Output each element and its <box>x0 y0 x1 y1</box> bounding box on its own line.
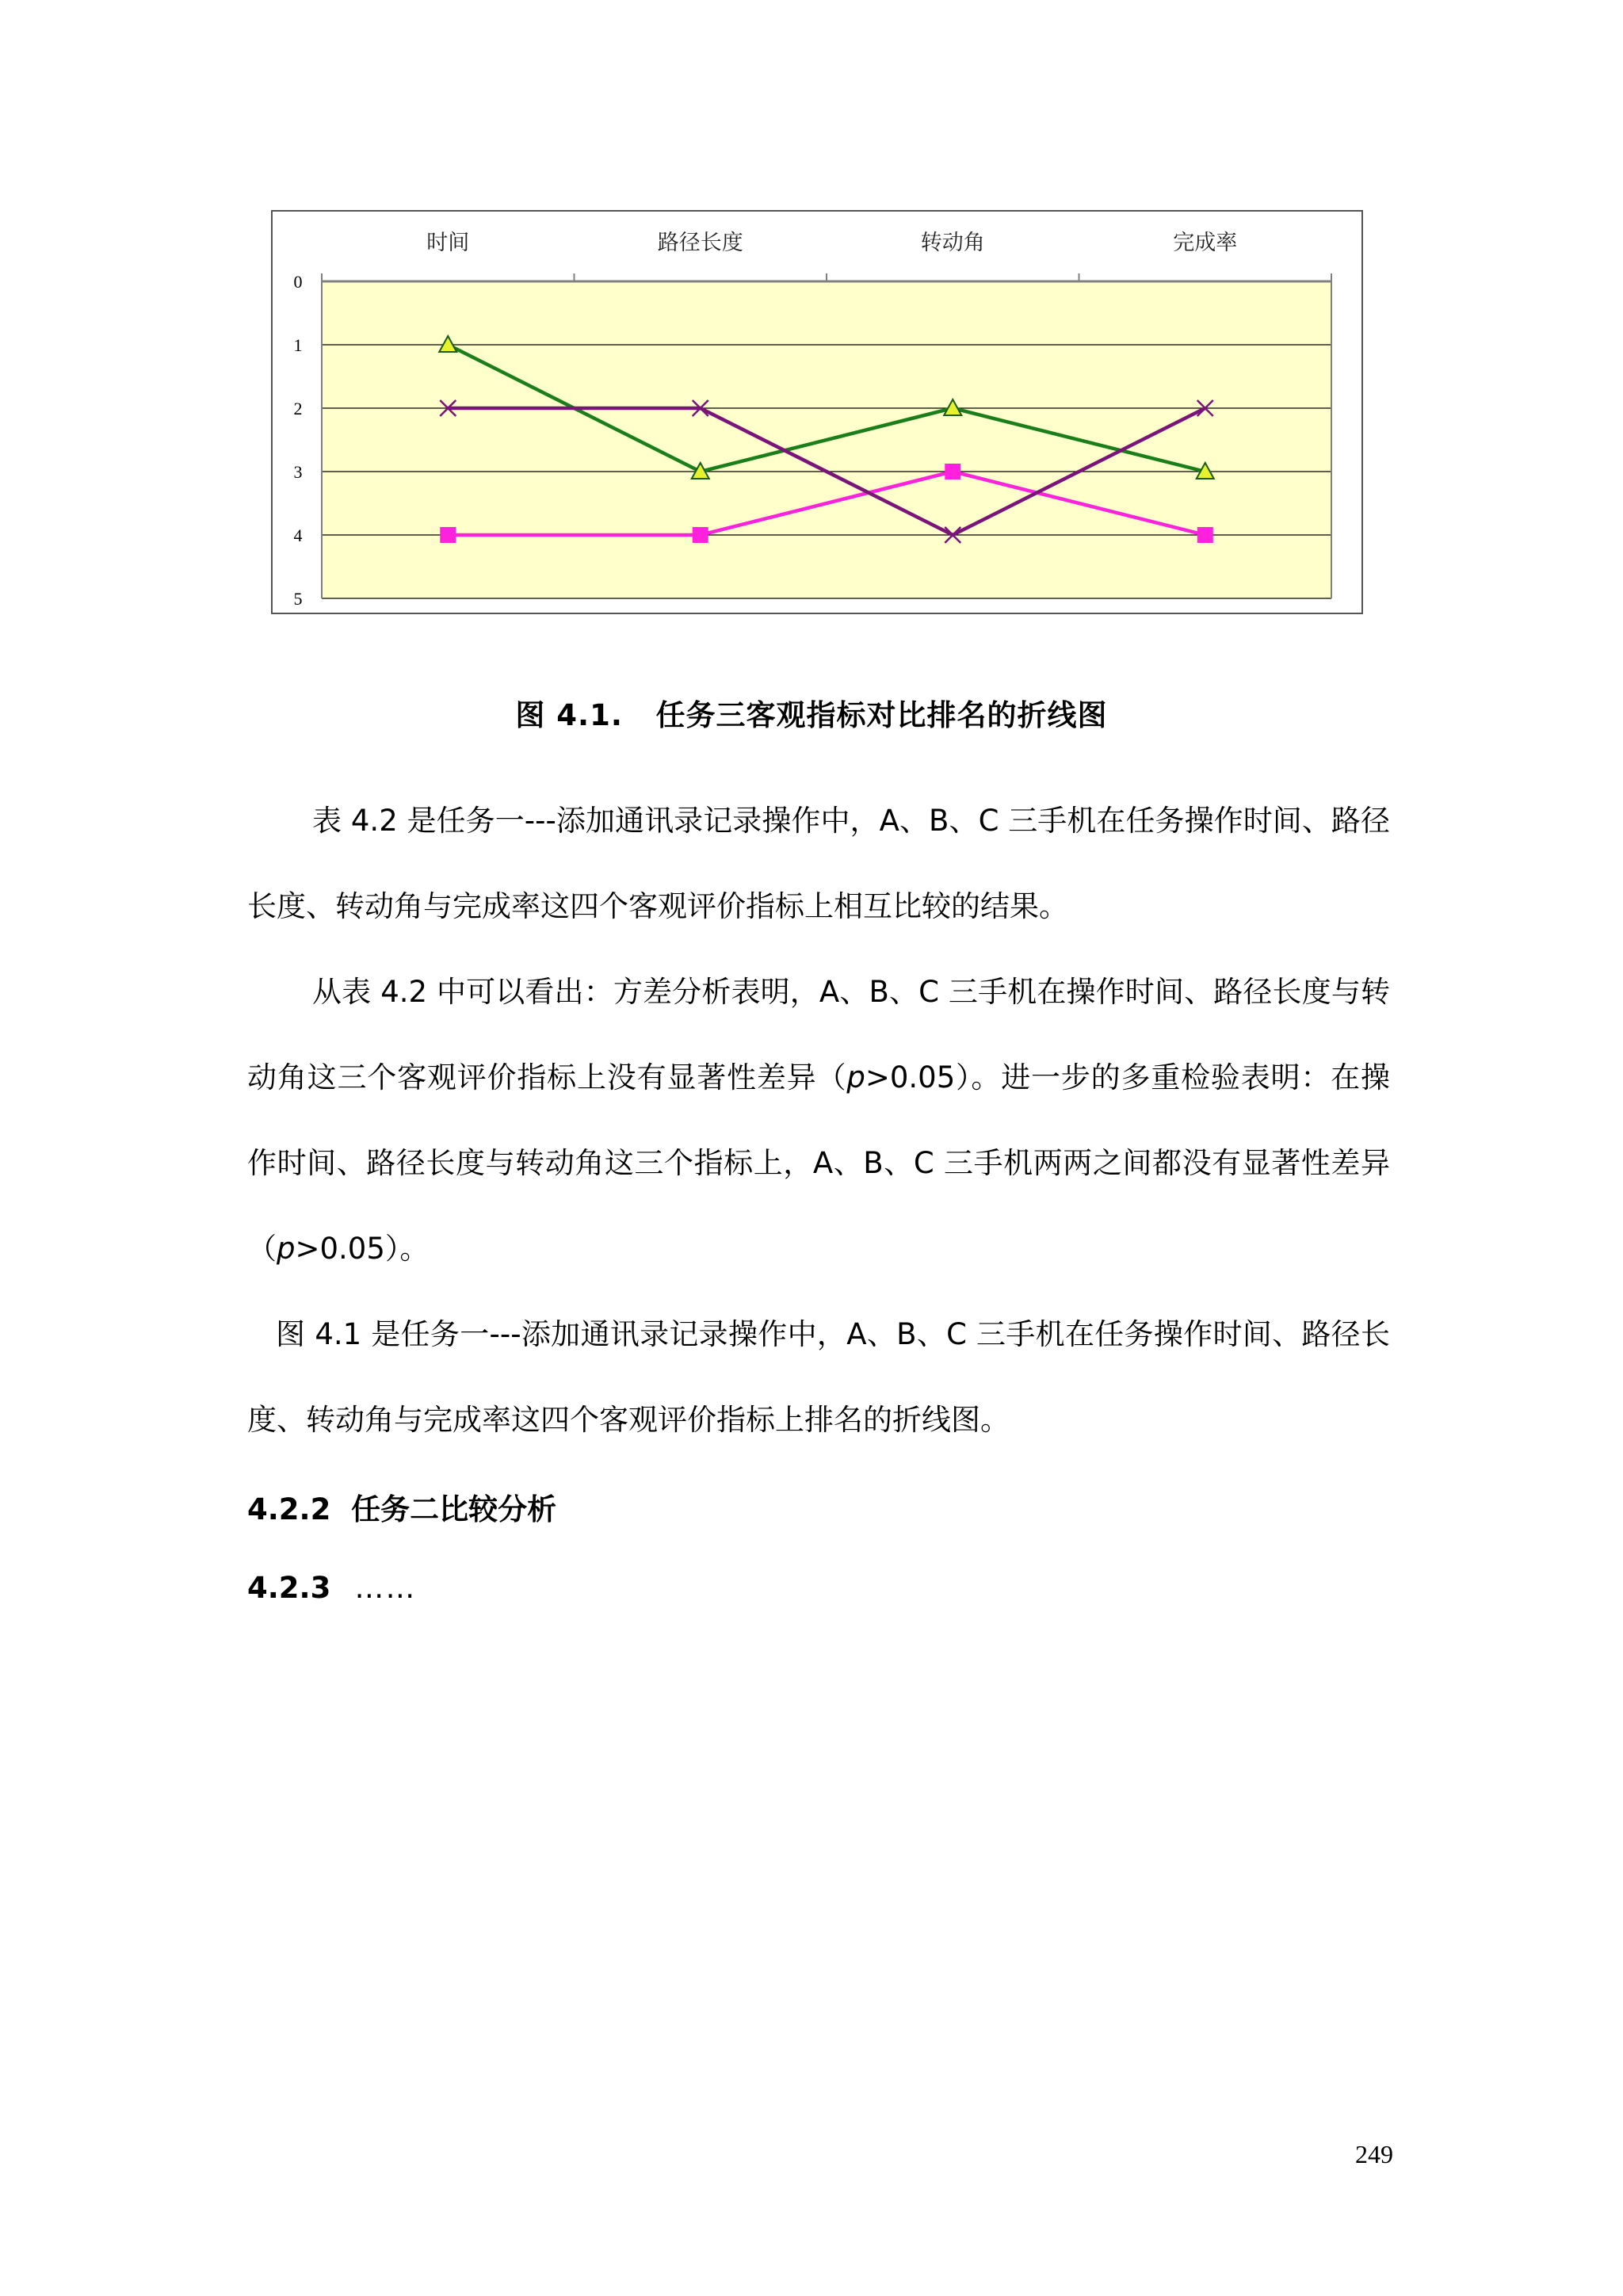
x-tick-label: 完成率 <box>1173 231 1238 255</box>
data-point-B <box>1197 527 1213 543</box>
section-number: 4.2.2 <box>247 1492 331 1526</box>
x-tick-label: 转动角 <box>920 231 985 255</box>
y-tick-label: 4 <box>293 525 303 545</box>
analysis-text-3: >0.05）。 <box>295 1232 430 1266</box>
x-tick-label: 时间 <box>426 231 470 255</box>
p-value-symbol-1: p <box>846 1060 865 1095</box>
section-title-ellipsis: …… <box>354 1571 417 1605</box>
analysis-text-1: 从表 4.2 中可以看出：方差分析表明，A、B、C 三手机在操作时间、路径长度与转动角这三个客观评价指标上没有显著性差异（ <box>247 975 1390 1095</box>
paragraph-analysis <box>247 949 1390 1292</box>
y-tick-label: 2 <box>293 399 303 418</box>
section-heading-4-2-2 <box>247 1485 556 1528</box>
line-chart <box>271 210 1363 614</box>
y-tick-label: 1 <box>293 335 303 355</box>
y-tick-label: 5 <box>293 589 303 609</box>
data-point-B <box>440 527 456 543</box>
paragraph-table-description: 表 4.2 是任务一---添加通讯录记录操作中，A、B、C 三手机在任务操作时间、路径长度、转动角与完成率这四个客观评价指标上相互比较的结果。 <box>247 804 1390 923</box>
chart-svg <box>273 212 1361 613</box>
figure-label: 图 4.1. <box>515 698 623 732</box>
paragraph-figure-description: 图 4.1 是任务一---添加通讯录记录操作中，A、B、C 三手机在任务操作时间、路径长度、转动角与完成率这四个客观评价指标上排名的折线图。 <box>247 1317 1390 1437</box>
section-title: 任务二比较分析 <box>351 1492 557 1526</box>
y-tick-label: 3 <box>293 462 303 482</box>
page-number: 249 <box>1355 2140 1393 2168</box>
data-point-B <box>945 464 960 479</box>
x-tick-label: 路径长度 <box>657 231 743 255</box>
section-heading-4-2-3 <box>247 1571 416 1605</box>
p-value-symbol-2: p <box>277 1232 296 1266</box>
y-tick-label: 0 <box>293 272 303 292</box>
analysis-text-2: >0.05）。进一步的多重检验表明：在操作时间、路径长度与转动角这三个指标上，A、B、C 三手机两两之间都没有显著性差异（ <box>247 1060 1391 1266</box>
figure-caption <box>0 691 1623 734</box>
data-point-B <box>693 527 708 543</box>
section-number: 4.2.3 <box>247 1571 331 1605</box>
figure-title: 任务三客观指标对比排名的折线图 <box>655 698 1108 732</box>
